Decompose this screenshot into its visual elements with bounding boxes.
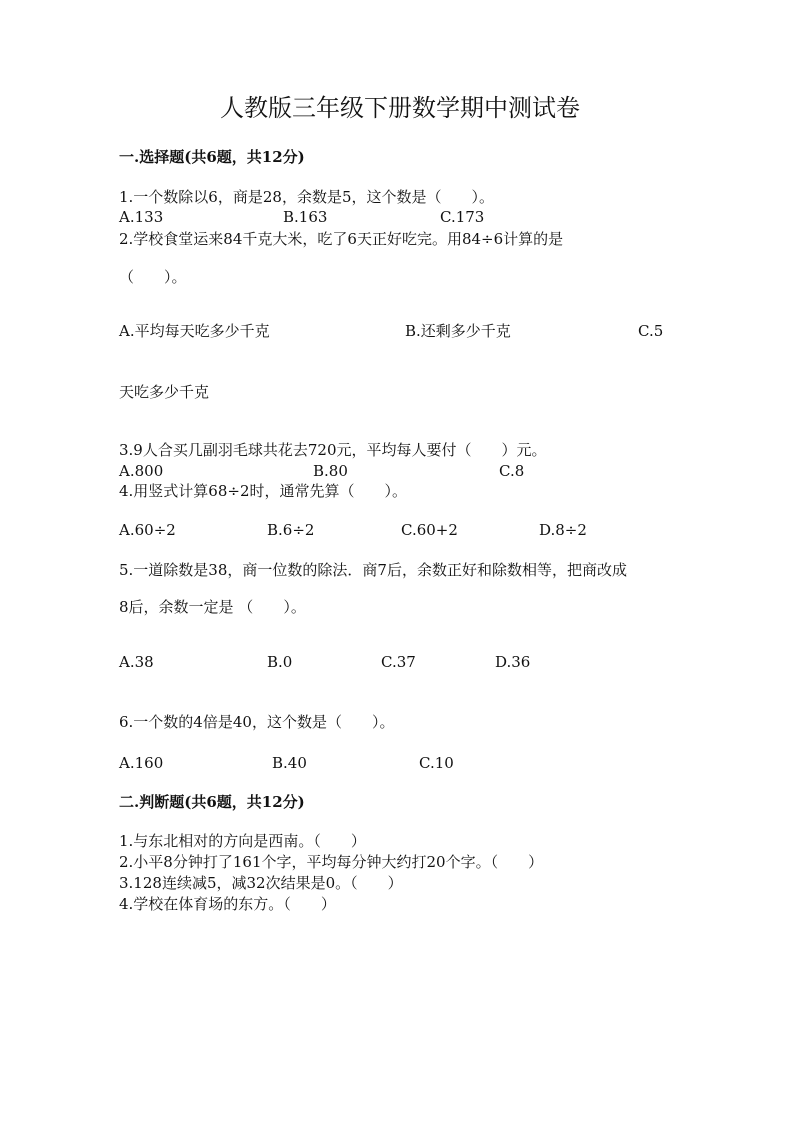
- question-6: 6.一个数的4倍是40，这个数是（ ）。: [119, 713, 395, 731]
- question-4-option-d: D.8÷2: [539, 521, 587, 539]
- judgment-question-3: 3.128连续减5，减32次结果是0。（ ）: [119, 874, 403, 892]
- question-3: 3.9人合买几副羽毛球共花去720元，平均每人要付（ ）元。: [119, 441, 547, 459]
- question-5: 5.一道除数是38，商一位数的除法．商7后，余数正好和除数相等，把商改成: [119, 561, 627, 579]
- question-4-option-b: B.6÷2: [267, 521, 315, 539]
- question-4: 4.用竖式计算68÷2时，通常先算（ ）。: [119, 482, 408, 500]
- question-3-option-c: C.8: [499, 462, 525, 480]
- question-3-option-b: B.80: [313, 462, 348, 480]
- question-3-option-a: A.800: [119, 462, 164, 480]
- question-6-option-b: B.40: [272, 754, 307, 772]
- question-5-option-a: A.38: [119, 653, 154, 671]
- page-title: 人教版三年级下册数学期中测试卷: [220, 94, 580, 122]
- question-4-option-c: C.60+2: [401, 521, 458, 539]
- question-2-option-a: A.平均每天吃多少千克: [119, 322, 270, 340]
- question-5-continued: 8后，余数一定是 （ ）。: [119, 598, 306, 616]
- question-1: 1.一个数除以6，商是28，余数是5，这个数是（ ）。: [119, 188, 494, 206]
- question-2: 2.学校食堂运来84千克大米，吃了6天正好吃完。用84÷6计算的是: [119, 230, 564, 248]
- question-1-option-c: C.173: [440, 208, 485, 226]
- question-5-option-c: C.37: [381, 653, 416, 671]
- judgment-question-2: 2.小平8分钟打了161个字，平均每分钟大约打20个字。（ ）: [119, 853, 544, 871]
- question-5-option-b: B.0: [267, 653, 293, 671]
- question-6-option-a: A.160: [119, 754, 164, 772]
- question-2-continued: （ ）。: [119, 268, 187, 286]
- question-6-option-c: C.10: [419, 754, 454, 772]
- section-heading-judgment: 二.判断题(共6题，共12分): [119, 793, 305, 811]
- question-5-option-d: D.36: [495, 653, 531, 671]
- section-heading-choice: 一.选择题(共6题，共12分): [119, 148, 305, 166]
- question-2-option-c-continued: 天吃多少千克: [119, 383, 210, 401]
- question-1-option-a: A.133: [119, 208, 164, 226]
- question-2-option-b: B.还剩多少千克: [405, 322, 511, 340]
- judgment-question-1: 1.与东北相对的方向是西南。（ ）: [119, 832, 366, 850]
- question-4-option-a: A.60÷2: [119, 521, 176, 539]
- question-2-option-c: C.5: [638, 322, 664, 340]
- question-1-option-b: B.163: [283, 208, 328, 226]
- judgment-question-4: 4.学校在体育场的东方。（ ）: [119, 895, 336, 913]
